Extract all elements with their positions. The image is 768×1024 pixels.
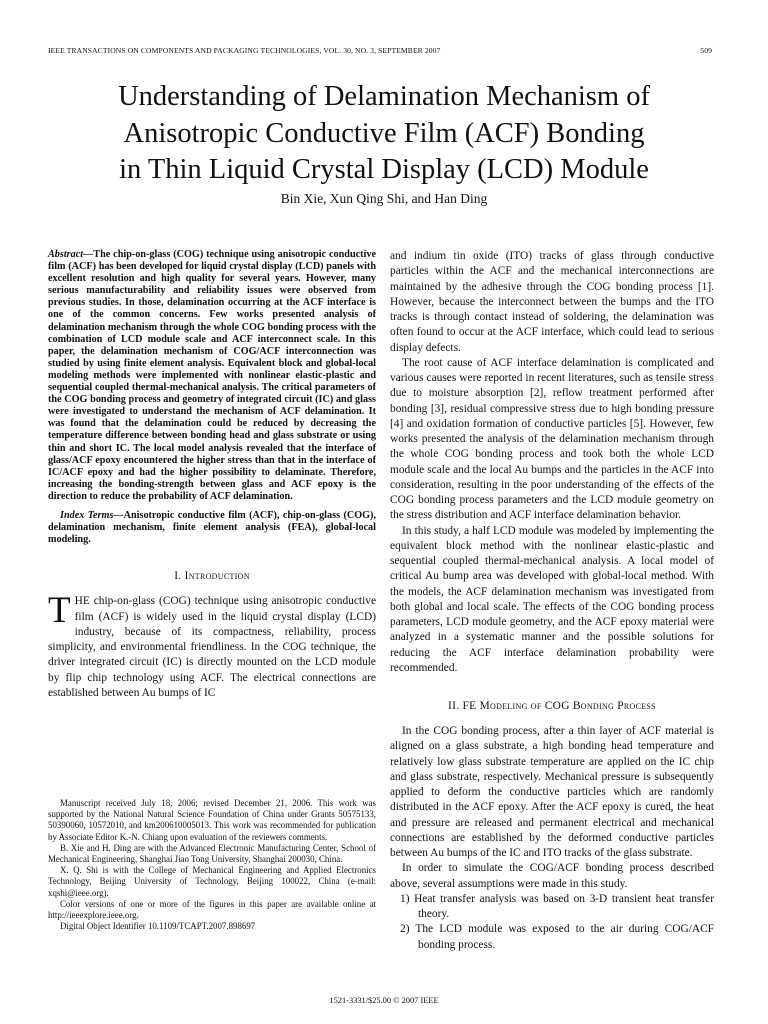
index-terms-label: Index Terms—	[60, 509, 124, 521]
right-column	[390, 249, 714, 953]
list-item: 2) The LCD module was exposed to the air during COG/ACF bonding process.	[400, 923, 714, 951]
list-item: 1) Heat transfer analysis was based on 3-D transient heat transfer theory.	[400, 892, 714, 920]
title-line-1: Understanding of Delamination Mechanism of	[118, 81, 650, 112]
paper-title	[40, 79, 728, 189]
footnote-doi: Digital Object Identifier 10.1109/TCAPT.2007.898697	[60, 921, 256, 932]
body-paragraph: In order to simulate the COG/ACF bonding process described above, several assumptions were made in this study.	[390, 862, 714, 890]
section-heading-fe-modeling: II. FE Modeling of COG Bonding Process	[448, 700, 656, 712]
page-number: 509	[700, 46, 712, 55]
body-paragraph: The root cause of ACF interface delamination is complicated and various causes were reported in recent literatures, such as tensile stress due to moisture absorption [2], reflow treatment performed after bonding [3], residual compressive stress due to high bonding pressure [4] and oxidation formation of conductive particles [5]. However, few works presented the analysis of the delamination mechanism through the whole COG bonding process and took both the whole LCD module scale and the local Au bumps and the particles in the ACF into consideration, resulting in the poor understanding of the effects of the COG bonding process parameters and the LCD module geometry on the stress distribution and ACF interface delamination behavior.	[390, 356, 714, 522]
title-line-3: in Thin Liquid Crystal Display (LCD) Module	[119, 154, 649, 185]
abstract-text: The chip-on-glass (COG) technique using anisotropic conductive film (ACF) has been developed for liquid crystal display (LCD) panels with excellent resolution and high quality for several years. However, many serious manufacturability and reliability issues were observed from previous studies. In those, delamination occurring at the ACF interface is one of the common concerns. Few works presented analysis of delamination mechanism through the whole COG bonding process with the combination of LCD module scale and ACF interconnect scale. In this paper, the delamination mechanism of COG/ACF interconnection was studied by using finite element analysis. Equivalent block and global-local modeling methods were implemented with nonlinear elastic-plastic and sequential coupled thermal-mechanical analysis. The critical parameters of the COG bonding process and geometry of integrated circuit (IC) and glass were investigated to understand the mechanism of ACF delamination. It was found that the delamination could be reduced by decreasing the temperature difference between bonding head and glass substrate or using thin and short IC. The local model analysis revealed that the interface of glass/ACF epoxy encountered the higher stress than that in the interface of IC/ACF epoxy and had the higher possibility to delaminate. Therefore, increasing the bonding-strength between glass and ACF epoxy is the direction to reduce the probability of ACF delamination.	[48, 249, 376, 502]
authors: Bin Xie, Xun Qing Shi, and Han Ding	[280, 191, 488, 206]
title-line-2: Anisotropic Conductive Film (ACF) Bonding	[123, 117, 645, 149]
footnote-affiliation-2: X. Q. Shi is with the College of Mechanical Engineering and Applied Electronics Technology, Beijing University of Technology, Beijing 100022, China (e-mail: xqshi@ieee.org).	[48, 865, 376, 898]
drop-cap: T	[48, 590, 71, 632]
journal-header: IEEE TRANSACTIONS ON COMPONENTS AND PACKAGING TECHNOLOGIES, VOL. 30, NO. 3, SEPTEMBER 2007	[48, 46, 441, 55]
footnote-color-versions: Color versions of one or more of the figures in this paper are available online at http://ieeexplore.ieee.org.	[48, 898, 376, 921]
abstract-label: Abstract—	[48, 249, 94, 260]
footnote-manuscript: Manuscript received July 18, 2006; revised December 21, 2006. This work was supported by the National Natural Science Foundation of China under Grants 50575133, 50390060, 10572010, and km200610005013. This work was recommended for publication by Associate Editor K.-N. Chiang upon evaluation of the reviewers comments.	[48, 798, 376, 842]
body-paragraph: In the COG bonding process, after a thin layer of ACF material is aligned on a glass substrate, a high bonding head temperature and relatively low glass substrate temperature are applied on the IC chip and glass substrate, respectively. Mechanical pressure is subsequently applied to deform the conductive particles which are randomly distributed in the ACF epoxy. After the ACF epoxy is cured, the heat and pressure are released and permanent electrical and mechanical connections are established by the deformed conductive particles between Au bumps of the IC and ITO tracks of the glass substrate.	[390, 725, 714, 859]
running-header	[48, 46, 712, 55]
intro-text: HE chip-on-glass (COG) technique using anisotropic conductive film (ACF) is widely used in the liquid crystal display (LCD) industry, because of its compactness, reliability, process simplicity, and environmental friendliness. In the COG technique, the driver integrated circuit (IC) is directly mounted on the LCD module by flip chip technology using ACF. The electrical connections are established between Au bumps of IC	[48, 595, 376, 699]
index-terms	[48, 510, 376, 546]
footnote-affiliation-1: B. Xie and H. Ding are with the Advanced Electronic Manufacturing Center, School of Mechanical Engineering, Shanghai Jiao Tong University, Shanghai 200030, China.	[48, 842, 376, 865]
body-paragraph: In this study, a half LCD module was modeled by implementing the equivalent block method with the nonlinear elastic-plastic and sequential coupled thermal-mechanical analysis. A local model of critical Au bump area was developed with global-local method. With the models, the ACF delamination mechanism was investigated from both global and local scale. The effects of the COG bonding process parameters, LCD module geometry, and the ACF epoxy material were analyzed in a systematic manner and the possible solutions for reducing the ACF interface delamination probability were recommended.	[390, 524, 714, 674]
left-column	[48, 249, 376, 701]
index-terms-text: Anisotropic conductive film (ACF), chip-on-glass (COG), delamination mechanism, finite element analysis (FEA), global-local modeling.	[48, 509, 376, 546]
body-paragraph: and indium tin oxide (ITO) tracks of glass through conductive particles within the ACF and the mechanical interconnections are maintained by the adhesive through the COG bonding process [1]. However, because the interconnect between the bumps and the ITO tracks is through contact instead of soldering, the delamination was often found to occur at the ACF interface, which could lead to serious display defects.	[390, 250, 714, 354]
intro-paragraph	[48, 590, 376, 701]
abstract	[48, 249, 376, 503]
copyright-footer: 1521-3331/$25.00 © 2007 IEEE	[329, 996, 439, 1005]
section-heading-introduction: I. Introduction	[174, 570, 250, 583]
footnotes	[48, 798, 376, 932]
